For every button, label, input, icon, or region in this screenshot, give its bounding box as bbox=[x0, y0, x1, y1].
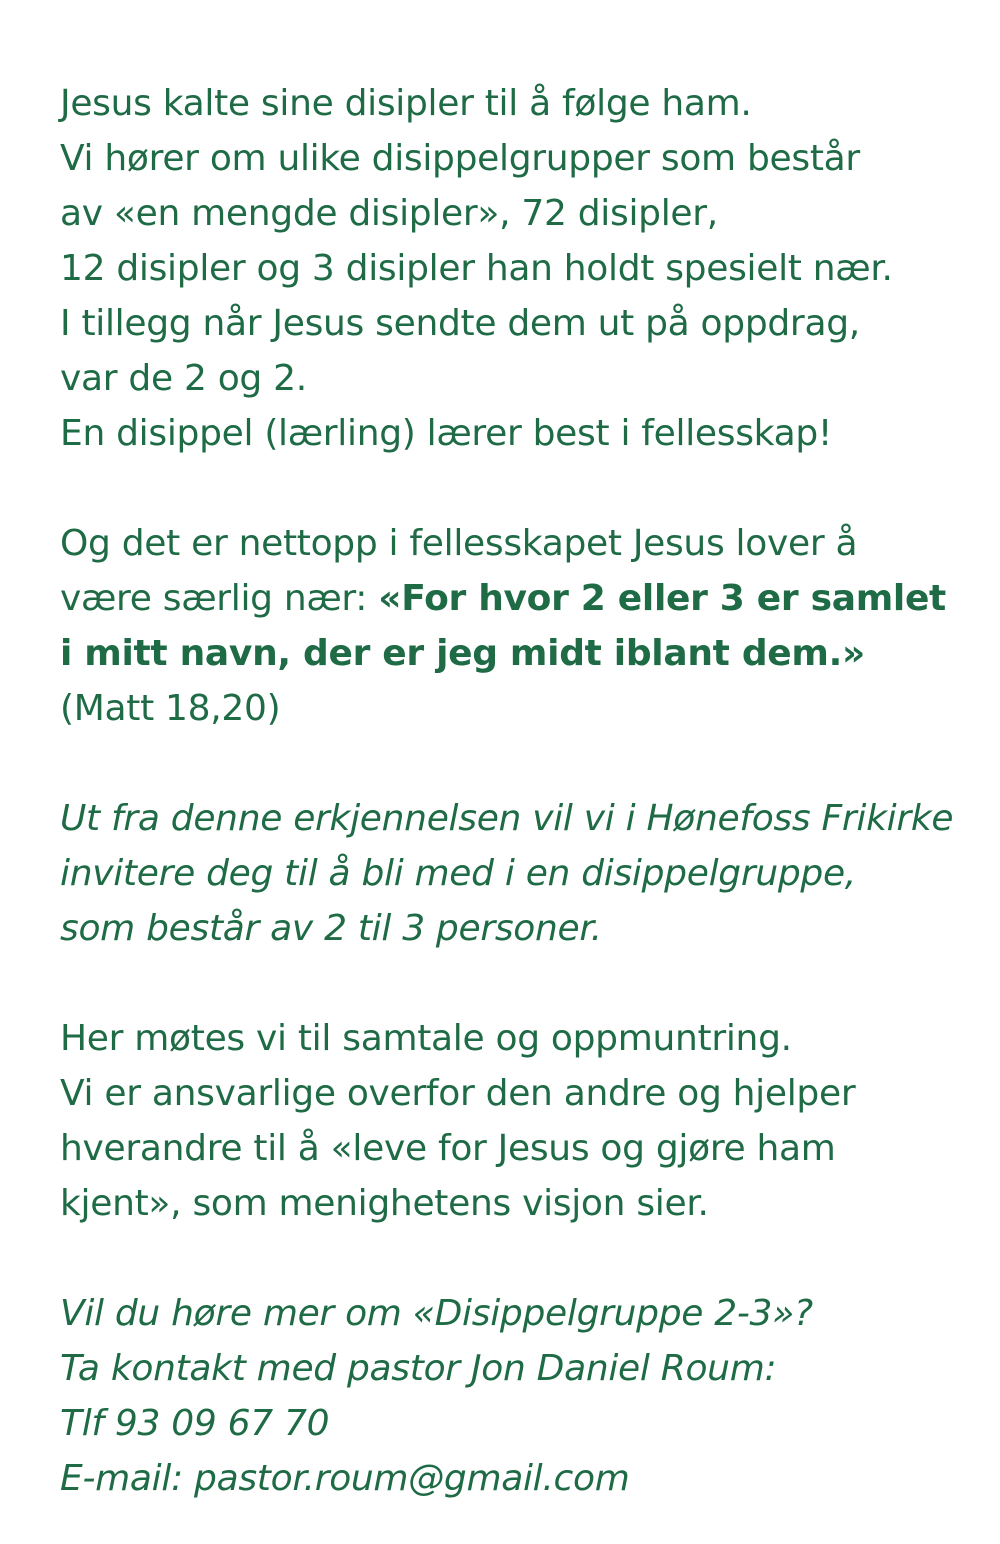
intro-line: En disippel (lærling) lærer best i fellesskap! bbox=[60, 413, 833, 454]
meeting-line: hverandre til å «leve for Jesus og gjøre ham bbox=[60, 1128, 836, 1169]
promise-paragraph bbox=[60, 516, 960, 736]
meeting-paragraph bbox=[60, 1011, 960, 1231]
paragraph-spacer bbox=[60, 736, 960, 791]
meeting-line: Her møtes vi til samtale og oppmuntring. bbox=[60, 1018, 792, 1059]
intro-line: av «en mengde disipler», 72 disipler, bbox=[60, 193, 718, 234]
meeting-line: kjent», som menighetens visjon sier. bbox=[60, 1183, 709, 1224]
invitation-line: invitere deg til å bli med i en disippelgruppe, bbox=[60, 853, 856, 894]
intro-line: Jesus kalte sine disipler til å følge ham. bbox=[60, 83, 752, 124]
intro-paragraph bbox=[60, 76, 960, 461]
bible-quote-continued: i mitt navn, der er jeg midt iblant dem.» bbox=[60, 633, 865, 674]
bible-reference: (Matt 18,20) bbox=[60, 688, 281, 729]
contact-phone: Tlf 93 09 67 70 bbox=[60, 1403, 330, 1444]
contact-person: Ta kontakt med pastor Jon Daniel Roum: bbox=[60, 1348, 777, 1389]
meeting-line: Vi er ansvarlige overfor den andre og hjelper bbox=[60, 1073, 856, 1114]
contact-paragraph bbox=[60, 1286, 960, 1506]
paragraph-spacer bbox=[60, 956, 960, 1011]
intro-line: var de 2 og 2. bbox=[60, 358, 307, 399]
paragraph-spacer bbox=[60, 461, 960, 516]
contact-question: Vil du høre mer om «Disippelgruppe 2-3»? bbox=[60, 1293, 813, 1334]
invitation-paragraph bbox=[60, 791, 960, 956]
paragraph-spacer bbox=[60, 1231, 960, 1286]
promise-prefix: være særlig nær: bbox=[60, 578, 379, 619]
intro-line: I tillegg når Jesus sendte dem ut på oppdrag, bbox=[60, 303, 860, 344]
intro-line: Vi hører om ulike disippelgrupper som består bbox=[60, 138, 860, 179]
promise-line: Og det er nettopp i fellesskapet Jesus lover å bbox=[60, 523, 858, 564]
bible-quote: «For hvor 2 eller 3 er samlet bbox=[378, 578, 946, 619]
intro-line: 12 disipler og 3 disipler han holdt spesielt nær. bbox=[60, 248, 893, 289]
invitation-line: som består av 2 til 3 personer. bbox=[60, 908, 602, 949]
contact-email: E-mail: pastor.roum@gmail.com bbox=[60, 1458, 630, 1499]
document-body bbox=[60, 76, 960, 1506]
invitation-line: Ut fra denne erkjennelsen vil vi i Hønefoss Frikirke bbox=[60, 798, 954, 839]
promise-line-with-quote bbox=[60, 571, 960, 626]
